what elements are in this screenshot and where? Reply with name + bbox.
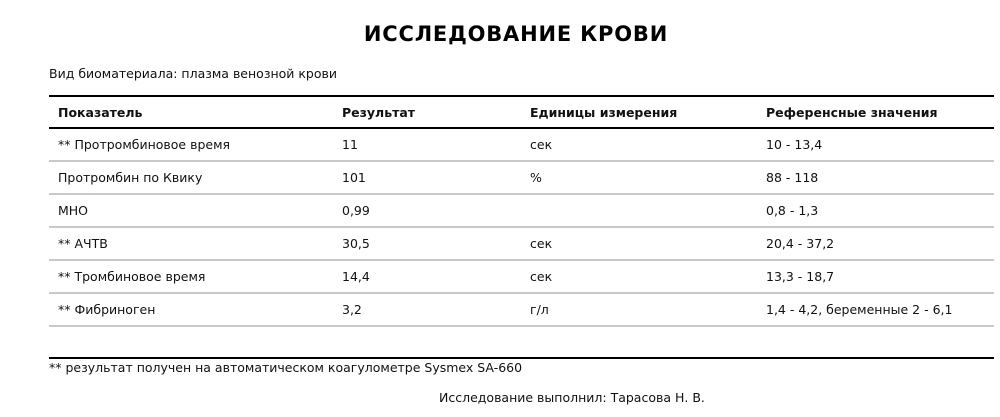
header-parameter: Показатель — [58, 104, 143, 120]
cell-parameter: МНО — [58, 203, 89, 218]
cell-result: 30,5 — [342, 236, 370, 251]
footnote-divider — [49, 357, 994, 359]
cell-reference: 20,4 - 37,2 — [766, 236, 835, 251]
table-header — [49, 95, 994, 129]
cell-parameter: ** Фибриноген — [58, 302, 156, 317]
cell-parameter: ** Протромбиновое время — [58, 137, 231, 152]
cell-result: 101 — [342, 170, 366, 185]
results-table — [49, 95, 994, 327]
table-row — [49, 162, 994, 195]
cell-units: сек — [530, 269, 553, 284]
cell-parameter: ** Тромбиновое время — [58, 269, 206, 284]
cell-result: 14,4 — [342, 269, 370, 284]
cell-units: % — [530, 170, 542, 185]
cell-parameter: ** АЧТВ — [58, 236, 108, 251]
cell-units: сек — [530, 137, 553, 152]
cell-reference: 1,4 - 4,2, беременные 2 - 6,1 — [766, 302, 953, 317]
page-title: ИССЛЕДОВАНИЕ КРОВИ — [363, 22, 669, 46]
cell-result: 11 — [342, 137, 358, 152]
cell-units: сек — [530, 236, 553, 251]
cell-units: г/л — [530, 302, 549, 317]
performer-signature-line: Исследование выполнил: Тарасова Н. В. — [439, 390, 705, 405]
cell-result: 3,2 — [342, 302, 362, 317]
footnote: ** результат получен на автоматическом коагулометре Sysmex SA-660 — [49, 360, 523, 375]
cell-result: 0,99 — [342, 203, 370, 218]
table-row — [49, 129, 994, 162]
header-reference: Референсные значения — [766, 104, 938, 120]
cell-reference: 0,8 - 1,3 — [766, 203, 819, 218]
table-row — [49, 294, 994, 327]
cell-reference: 10 - 13,4 — [766, 137, 823, 152]
cell-reference: 88 - 118 — [766, 170, 819, 185]
table-row — [49, 228, 994, 261]
header-result: Результат — [342, 104, 416, 120]
table-row — [49, 195, 994, 228]
header-units: Единицы измерения — [530, 104, 678, 120]
cell-reference: 13,3 - 18,7 — [766, 269, 835, 284]
biomaterial-label: Вид биоматериала: плазма венозной крови — [49, 66, 338, 81]
cell-parameter: Протромбин по Квику — [58, 170, 203, 185]
table-row — [49, 261, 994, 294]
